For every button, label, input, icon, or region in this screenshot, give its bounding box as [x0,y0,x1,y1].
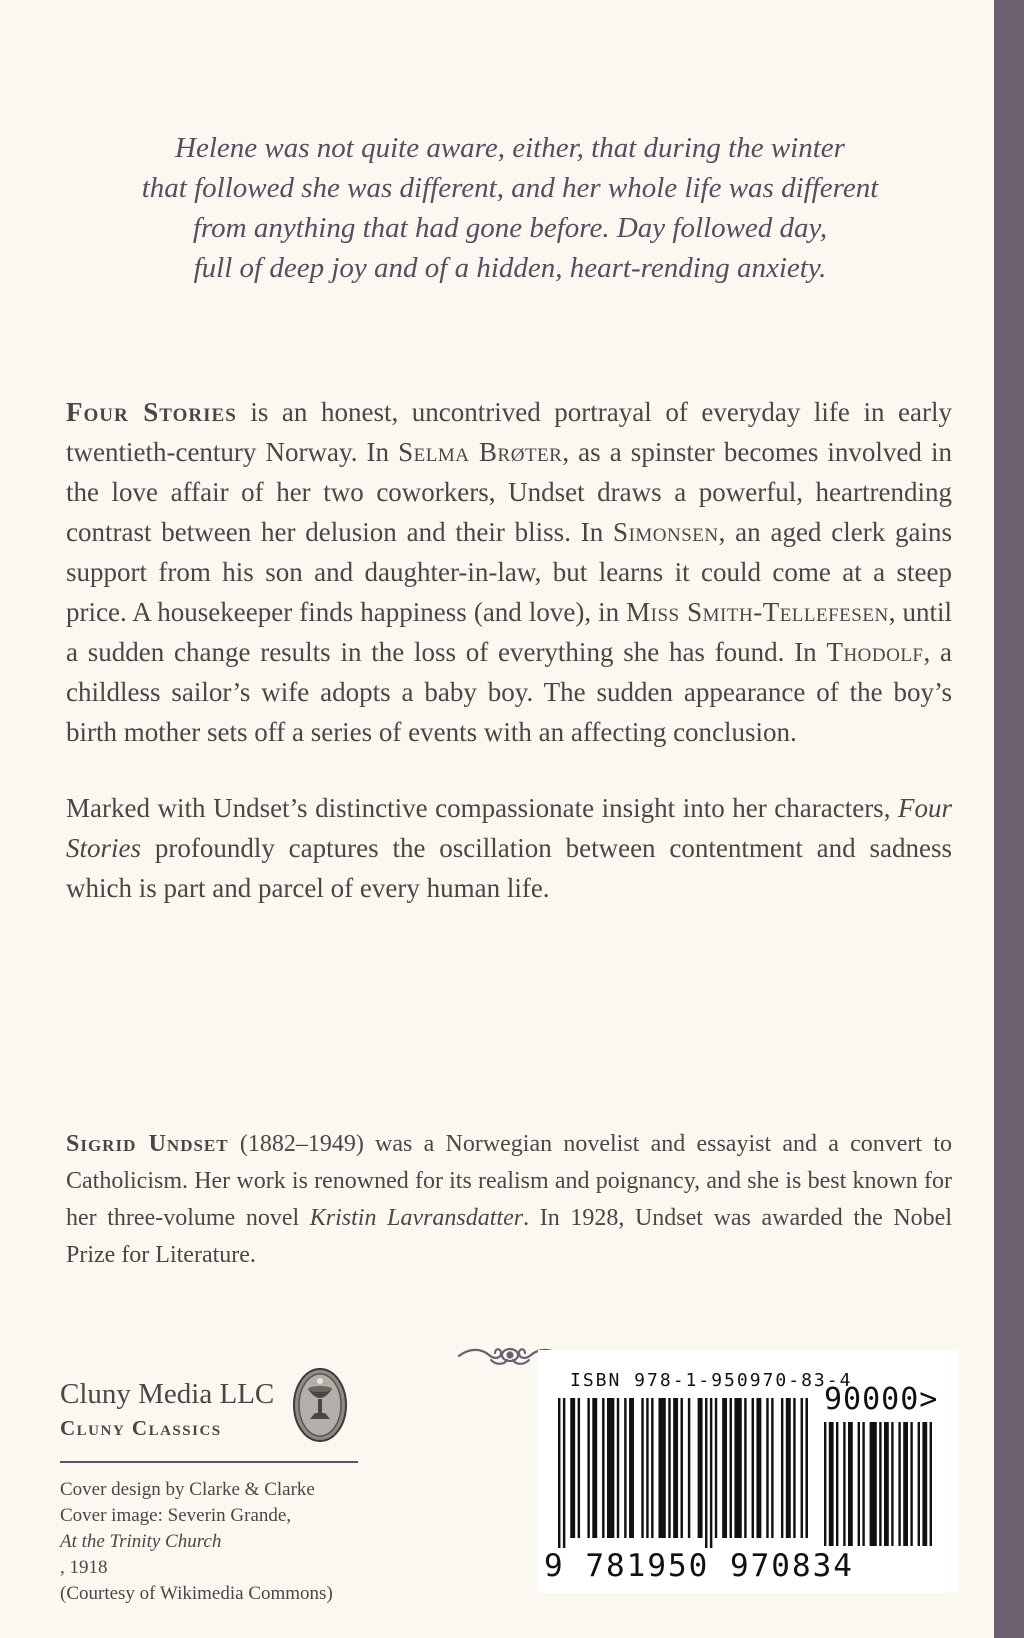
barcode-bar [891,1422,893,1546]
publisher-name: Cluny Media LLC [60,1378,275,1410]
barcode-bar [734,1398,741,1538]
barcode-bar [848,1422,853,1546]
barcode-bar [698,1398,703,1538]
barcode-bar [824,1422,826,1546]
barcode-bar [879,1422,881,1546]
credit-image-prefix: Cover image: Severin Grande, [60,1505,292,1526]
barcode-bar [641,1398,643,1538]
cover-credits [60,1477,520,1607]
barcode-bar [624,1398,626,1538]
isbn-barcode-box [538,1350,958,1593]
barcode-bar [898,1422,900,1546]
ean-digits: 9 781950 970834 [544,1548,854,1584]
barcode-bar [602,1398,604,1538]
barcode-bar [884,1422,889,1546]
quote-line-4: full of deep joy and of a hidden, heart-rending anxiety. [193,252,827,284]
credit-image-year: , 1918 [60,1557,108,1578]
epigraph-quote [90,128,930,288]
barcode-bar [646,1398,648,1538]
barcode-bar [752,1398,754,1538]
author-biography [66,1126,952,1274]
barcode-bar [629,1398,634,1538]
barcode-bar [578,1398,580,1538]
credit-cover-image [60,1503,520,1581]
barcode-bar [592,1398,597,1538]
summary-text-4: , until a sudden change results in the loss of everything she has found. In [66,597,952,667]
closing-text-1: Marked with Undset’s distinctive compassionate insight into her characters, [66,793,898,823]
isbn-text: ISBN 978-1-950970-83-4 [570,1370,853,1391]
barcode-bar [730,1398,732,1538]
barcode-bar [710,1398,712,1548]
credit-image-title: At the Trinity Church [60,1531,222,1552]
summary-text-2: , as a spinster becomes involved in the love affair of her two coworkers, Undset draws a powerful, heartrending contrast between her delusion and their bliss. In [66,437,952,547]
quote-line-2: that followed she was different, and her whole life was different [141,172,879,204]
barcode-bar [756,1398,761,1538]
credit-cover-design: Cover design by Clarke & Clarke [60,1479,315,1500]
quote-line-3: from anything that had gone before. Day followed day, [192,212,828,244]
barcode-bar [843,1422,845,1546]
publisher-imprint: Cluny Classics [60,1416,222,1440]
quote-line-1: Helene was not quite aware, either, that during the winter [175,132,845,164]
barcode-bar [862,1422,864,1546]
barcode-bar [688,1398,690,1538]
barcode-bar [903,1422,908,1546]
barcode-bar [705,1398,707,1548]
summary-text-1: is an honest, uncontrived portrayal of everyday life in early twentieth-century Norway. In [66,397,952,467]
barcode-bar [570,1398,575,1538]
publisher-divider-rule [60,1461,358,1463]
spine-color-bar [994,0,1024,1638]
story-title-smith-tellefesen: Miss Smith-Tellefesen [626,597,889,627]
bio-text-2: . In 1928, Undset was awarded the Nobel Prize for Literature. [66,1205,953,1268]
price-code: 90000> [824,1382,939,1417]
bio-text-1: (1882–1949) was a Norwegian novelist and essayist and a convert to Catholicism. Her work is renowned for its realism and poignancy, and she is best known for her three-volume novel [66,1131,952,1231]
barcode-bar [781,1398,783,1538]
barcode-bar [722,1398,727,1538]
barcode-bar [766,1398,768,1538]
story-title-selma: Selma Brøter [398,437,563,467]
barcode-bar [786,1398,791,1538]
barcode-bar [563,1398,565,1548]
summary-text-3: , an aged clerk gains support from his son and daughter-in-law, but learns it could come at a steep price. A housekeeper finds happiness (and love), in [66,517,952,627]
barcode-bar [922,1422,927,1546]
barcode-bar [558,1398,560,1548]
barcode-bar [870,1422,877,1546]
book-summary-paragraph [66,392,952,752]
barcode-bar [715,1398,717,1538]
barcode-bar [658,1398,665,1538]
closing-book-title: Four Stories [66,793,952,863]
addon-barcode-bars [824,1422,936,1548]
barcode-bar [805,1398,808,1538]
barcode-bar [793,1398,795,1538]
book-title-small-caps: Four Stories [66,397,237,427]
barcode-bar [910,1422,912,1546]
barcode-bar [607,1398,614,1538]
chalice-medallion-icon [292,1367,348,1443]
barcode-bar [829,1422,834,1546]
barcode-bar [801,1398,803,1538]
barcode-bar [918,1422,920,1546]
credit-courtesy: (Courtesy of Wikimedia Commons) [60,1583,333,1604]
barcode-bar [858,1422,860,1546]
barcode-bar [617,1398,619,1538]
story-title-simonsen: Simonsen [613,517,719,547]
barcode-bar [771,1398,773,1538]
barcode-bar [668,1398,670,1538]
closing-paragraph [66,788,952,908]
barcode-bar [681,1398,683,1538]
barcode-bar [930,1422,932,1546]
author-name: Sigrid Undset [66,1131,229,1157]
bio-novel-title: Kristin Lavransdatter [309,1205,524,1231]
barcode-bar [673,1398,678,1538]
barcode-bar [836,1422,838,1546]
summary-text-5: , a childless sailor’s wife adopts a baby boy. The sudden appearance of the boy’s birth mother sets off a series of events with an affecting conclusion. [66,637,953,747]
barcode-bar [744,1398,746,1538]
ean-barcode-bars [558,1398,808,1548]
story-title-thodolf: Thodolf [826,637,924,667]
closing-text-2: profoundly captures the oscillation between contentment and sadness which is part and parcel of every human life. [66,833,952,903]
barcode-bar [587,1398,589,1538]
barcode-bar [651,1398,653,1538]
